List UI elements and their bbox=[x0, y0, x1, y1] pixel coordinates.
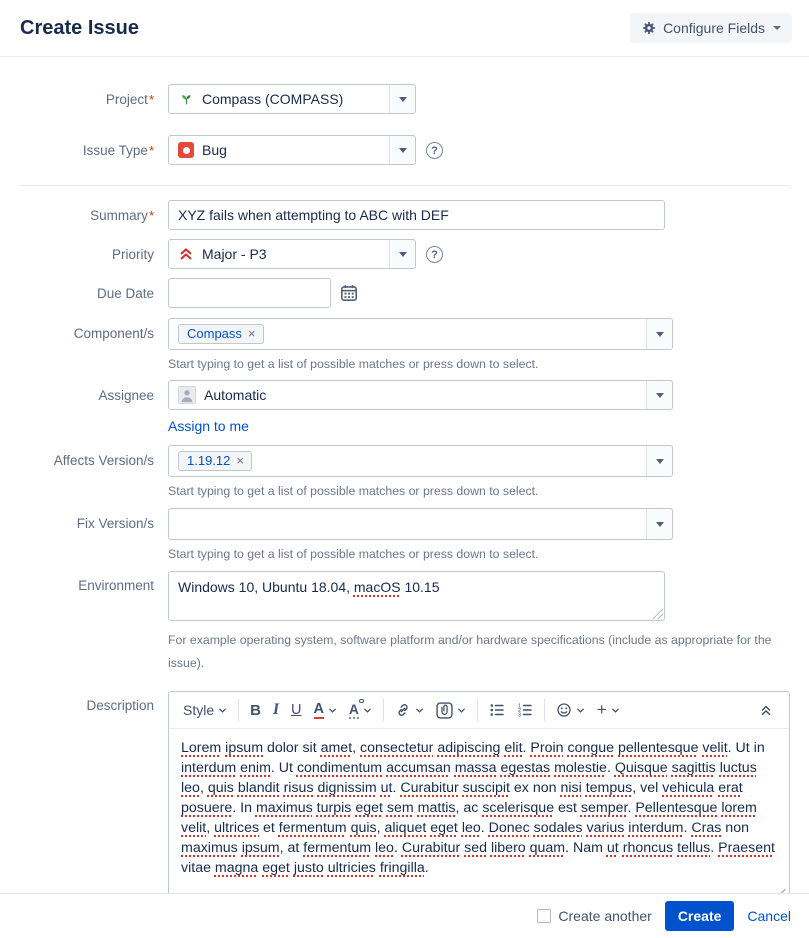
issue-type-select-value: Bug bbox=[202, 142, 227, 158]
field-row-summary bbox=[0, 200, 809, 230]
chevron-down-icon bbox=[328, 706, 337, 715]
cancel-link[interactable]: Cancel bbox=[747, 908, 791, 924]
required-indicator: * bbox=[148, 92, 154, 107]
priority-major-icon bbox=[178, 246, 194, 262]
component-tag-label: Compass bbox=[187, 326, 242, 341]
components-dropdown-arrow-icon[interactable] bbox=[646, 319, 672, 349]
components-help-text: Start typing to get a list of possible matches or press down to select. bbox=[168, 357, 539, 371]
field-row-issue-type bbox=[0, 135, 809, 165]
fix-versions-help-text: Start typing to get a list of possible matches or press down to select. bbox=[168, 547, 539, 561]
text-color-button[interactable]: A bbox=[308, 698, 343, 723]
dialog-footer bbox=[0, 893, 809, 938]
paperclip-icon bbox=[436, 702, 453, 719]
configure-fields-button[interactable] bbox=[630, 13, 792, 43]
style-dropdown[interactable]: Style bbox=[175, 698, 233, 722]
bullet-list-icon bbox=[489, 702, 505, 718]
affects-versions-dropdown-arrow-icon[interactable] bbox=[646, 446, 672, 476]
component-tag[interactable] bbox=[178, 324, 264, 344]
field-row-fix-versions bbox=[0, 508, 809, 562]
plus-icon: + bbox=[596, 700, 607, 719]
numbered-list-icon bbox=[517, 702, 533, 718]
gear-icon bbox=[641, 20, 657, 36]
create-issue-form bbox=[0, 57, 809, 903]
affects-version-tag[interactable] bbox=[178, 451, 252, 471]
chevron-down-icon bbox=[611, 706, 620, 715]
affects-versions-select[interactable] bbox=[168, 445, 673, 477]
attachment-button[interactable] bbox=[430, 698, 472, 723]
create-button[interactable]: Create bbox=[665, 901, 735, 931]
caret-down-icon bbox=[773, 26, 781, 30]
remove-tag-icon[interactable]: × bbox=[236, 453, 244, 468]
numbered-list-button[interactable] bbox=[511, 698, 539, 722]
create-another-label: Create another bbox=[558, 908, 652, 924]
environment-label: Environment bbox=[78, 578, 154, 593]
description-editor bbox=[168, 691, 790, 903]
configure-fields-label: Configure Fields bbox=[663, 20, 765, 36]
priority-select-value: Major - P3 bbox=[202, 246, 267, 262]
fix-versions-select[interactable] bbox=[168, 508, 673, 540]
required-indicator: * bbox=[148, 143, 154, 158]
field-row-affects-versions bbox=[0, 445, 809, 499]
field-row-assignee bbox=[0, 380, 809, 434]
svg-text:1: 1 bbox=[517, 703, 521, 710]
field-row-description bbox=[0, 691, 809, 903]
assignee-label: Assignee bbox=[98, 388, 154, 403]
assign-to-me-link[interactable]: Assign to me bbox=[168, 418, 249, 434]
create-another-checkbox[interactable] bbox=[537, 909, 551, 923]
chevron-down-icon bbox=[415, 706, 424, 715]
field-row-components bbox=[0, 318, 809, 372]
affects-versions-help-text: Start typing to get a list of possible matches or press down to select. bbox=[168, 484, 539, 498]
priority-help-icon[interactable]: ? bbox=[426, 246, 443, 263]
svg-text:3: 3 bbox=[517, 712, 521, 718]
project-dropdown-arrow-icon[interactable] bbox=[389, 85, 415, 113]
issue-type-select[interactable] bbox=[168, 135, 416, 165]
field-row-priority bbox=[0, 239, 809, 269]
affects-version-tag-label: 1.19.12 bbox=[187, 453, 231, 468]
italic-button[interactable]: I bbox=[267, 697, 285, 723]
description-toolbar bbox=[169, 692, 789, 729]
collapse-toolbar-button[interactable] bbox=[753, 699, 779, 721]
chevron-down-icon bbox=[457, 706, 466, 715]
dialog-header bbox=[0, 0, 809, 57]
components-select[interactable] bbox=[168, 318, 673, 350]
emoji-button[interactable] bbox=[550, 698, 591, 722]
environment-help-text: For example operating system, software platform and/or hardware specifications (include as appropriate for the issue). bbox=[168, 633, 772, 670]
more-color-button[interactable]: A bbox=[343, 698, 378, 723]
issue-type-help-icon[interactable]: ? bbox=[426, 142, 443, 159]
environment-input[interactable]: Windows 10, Ubuntu 18.04, macOS 10.15 bbox=[168, 571, 665, 621]
field-row-project bbox=[0, 84, 809, 114]
issue-type-dropdown-arrow-icon[interactable] bbox=[389, 136, 415, 164]
issue-type-label: Issue Type* bbox=[82, 143, 154, 158]
svg-text:2: 2 bbox=[517, 708, 521, 714]
resize-handle[interactable] bbox=[653, 609, 663, 619]
fix-versions-label: Fix Version/s bbox=[76, 516, 154, 531]
link-button[interactable] bbox=[389, 698, 430, 722]
project-select-value: Compass (COMPASS) bbox=[202, 91, 344, 107]
page-title: Create Issue bbox=[20, 16, 139, 39]
priority-select[interactable] bbox=[168, 239, 416, 269]
priority-dropdown-arrow-icon[interactable] bbox=[389, 240, 415, 268]
due-date-label: Due Date bbox=[96, 286, 154, 301]
fix-versions-dropdown-arrow-icon[interactable] bbox=[646, 509, 672, 539]
bold-button[interactable]: B bbox=[244, 698, 267, 723]
summary-input[interactable] bbox=[168, 200, 665, 230]
underline-button[interactable]: U bbox=[285, 698, 307, 722]
emoji-icon bbox=[556, 702, 572, 718]
link-icon bbox=[395, 702, 411, 718]
chevron-down-icon bbox=[218, 706, 227, 715]
assignee-select[interactable] bbox=[168, 380, 673, 410]
assignee-select-value: Automatic bbox=[204, 387, 267, 403]
components-label: Component/s bbox=[73, 326, 154, 341]
chevron-down-icon bbox=[576, 706, 585, 715]
project-label: Project* bbox=[105, 92, 154, 107]
chevron-down-icon bbox=[363, 706, 372, 715]
bullet-list-button[interactable] bbox=[483, 698, 511, 722]
project-avatar-icon bbox=[178, 91, 194, 107]
priority-label: Priority bbox=[111, 247, 154, 262]
calendar-icon[interactable] bbox=[340, 284, 358, 305]
description-label: Description bbox=[86, 698, 154, 713]
summary-label: Summary* bbox=[90, 208, 154, 223]
bug-type-icon bbox=[178, 142, 194, 158]
assignee-avatar-icon bbox=[178, 386, 196, 404]
field-row-environment bbox=[0, 571, 809, 675]
description-input[interactable]: Lorem ipsum dolor sit amet, consectetur adipiscing elit. Proin congue pellentesque velit. Ut in interdum enim. Ut condimentum accumsan massa egestas molestie. Quisque sagittis luctus leo, quis blandit risus dignissim ut. Curabitur suscipit ex non nisi tempus, vel vehicula erat posuere. In maximus turpis eget sem mattis, ac scelerisque est semper. Pellentesque lorem velit, ultrices et fermentum quis, aliquet eget leo. Donec sodales varius interdum. Cras non maximus ipsum, at fermentum leo. Curabitur sed libero quam. Nam ut rhoncus tellus. Praesent vitae magna eget justo ultricies fringilla. bbox=[169, 729, 789, 902]
project-select[interactable] bbox=[168, 84, 416, 114]
due-date-input[interactable] bbox=[168, 278, 331, 308]
required-indicator: * bbox=[148, 208, 154, 223]
create-another-option[interactable] bbox=[537, 908, 651, 924]
insert-more-button[interactable] bbox=[591, 696, 626, 724]
section-divider bbox=[20, 185, 790, 186]
field-row-due-date bbox=[0, 278, 809, 308]
chevrons-up-icon bbox=[759, 703, 773, 717]
affects-versions-label: Affects Version/s bbox=[53, 453, 154, 468]
assignee-dropdown-arrow-icon[interactable] bbox=[646, 381, 672, 409]
remove-tag-icon[interactable]: × bbox=[247, 326, 256, 341]
